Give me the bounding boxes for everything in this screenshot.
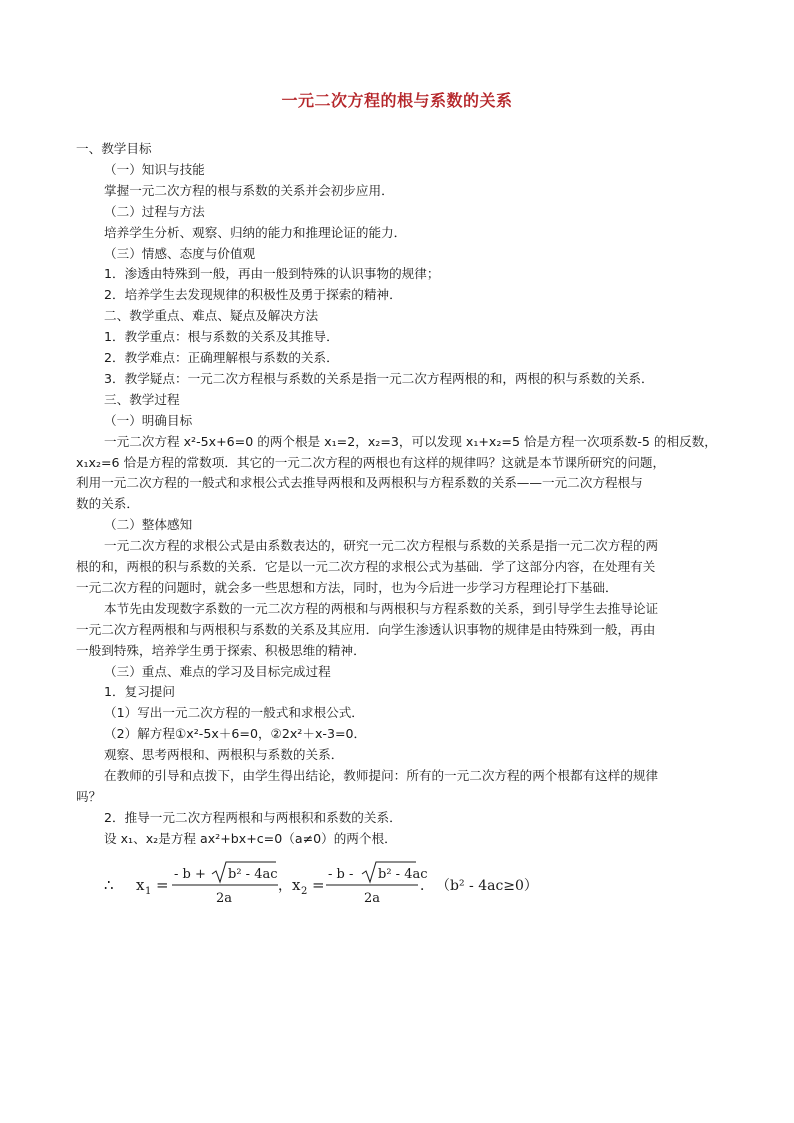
text-line: （二）整体感知 — [104, 517, 193, 533]
x1-subscript: 1 — [145, 886, 152, 897]
x2-equals: = — [312, 876, 325, 894]
page-title: 一元二次方程的根与系数的关系 — [281, 91, 513, 110]
text-line: 一元二次方程两根和与两根积与系数的关系及其应用．向学生渗透认识事物的规律是由特殊到一般，再由 — [76, 621, 656, 637]
text-line: （二）过程与方法 — [104, 203, 205, 219]
text-line: 掌握一元二次方程的根与系数的关系并会初步应用． — [104, 182, 394, 198]
root-formula — [100, 854, 740, 914]
x1-numerator-lead: - b + — [174, 867, 206, 882]
x2-numerator-lead: - b - — [328, 867, 354, 882]
x2-denominator: 2a — [364, 891, 381, 906]
text-line: 二、教学重点、难点、疑点及解决方法 — [104, 308, 319, 324]
text-line: 2．教学难点：正确理解根与系数的关系． — [104, 350, 339, 365]
text-line: 3．教学疑点：一元二次方程根与系数的关系是指一元二次方程两根的和，两根的积与系数的关系． — [104, 370, 654, 386]
text-line: 一元二次方程的求根公式是由系数表达的，研究一元二次方程根与系数的关系是指一元二次方程的两 — [104, 538, 659, 554]
x2-radicand: b² - 4ac — [378, 867, 428, 882]
text-line: 观察、思考两根和、两根积与系数的关系． — [104, 747, 344, 763]
text-line: （三）情感、态度与价值观 — [104, 245, 256, 261]
text-line: （1）写出一元二次方程的一般式和求根公式． — [104, 705, 364, 721]
formula-period: ． — [420, 878, 434, 894]
text-line: （一）明确目标 — [104, 412, 193, 428]
formula-svg — [100, 854, 740, 914]
x1-equals: = — [156, 876, 169, 894]
text-line: 培养学生分析、观察、归纳的能力和推理论证的能力． — [104, 224, 407, 240]
x1-lhs: x — [136, 876, 145, 894]
text-line: 本节先由发现数字系数的一元二次方程的两根和与两根积与方程系数的关系，到引导学生去推导论证 — [104, 600, 659, 616]
text-line: 三、教学过程 — [104, 391, 180, 407]
text-line: 2．推导一元二次方程两根和与两根积和系数的关系． — [104, 809, 402, 825]
text-line: 2．培养学生去发现规律的积极性及勇于探索的精神． — [104, 287, 402, 303]
text-line: 一、教学目标 — [76, 141, 152, 156]
text-line: 一般到特殊，培养学生勇于探索、积极思维的精神． — [76, 642, 366, 658]
text-line: 一元二次方程 x²-5x+6=0 的两个根是 x₁=2，x₂=3，可以发现 x₁+x₂=5 恰是方程一次项系数-5 的相反数， — [104, 433, 717, 449]
text-line: 吗？ — [76, 788, 102, 804]
text-line: 1．教学重点：根与系数的关系及其推导． — [104, 329, 339, 345]
text-line: （三）重点、难点的学习及目标完成过程 — [104, 663, 331, 679]
x1-radicand: b² - 4ac — [228, 867, 278, 882]
formula-comma: ， — [278, 878, 292, 894]
text-line: （一）知识与技能 — [104, 161, 205, 177]
therefore-symbol: ∴ — [104, 876, 114, 894]
text-line: 1．渗透由特殊到一般，再由一般到特殊的认识事物的规律； — [104, 266, 440, 282]
text-line: x₁x₂=6 恰是方程的常数项．其它的一元二次方程的两根也有这样的规律吗？这就是本节课所研究的问题， — [76, 454, 666, 470]
discriminant-condition: （b² - 4ac≥0） — [436, 878, 538, 894]
text-line: 设 x₁、x₂是方程 ax²+bx+c=0（a≠0）的两个根． — [104, 830, 397, 846]
x2-subscript: 2 — [301, 886, 308, 897]
x2-lhs: x — [292, 876, 301, 894]
x1-denominator: 2a — [216, 891, 233, 906]
text-line: 在教师的引导和点拨下，由学生得出结论，教师提问：所有的一元二次方程的两个根都有这样的规律 — [104, 768, 659, 783]
text-line: 1．复习提问 — [104, 684, 175, 700]
text-line: （2）解方程①x²-5x＋6=0，②2x²＋x-3=0． — [104, 726, 367, 742]
text-line: 一元二次方程的问题时，就会多一些思想和方法，同时，也为今后进一步学习方程理论打下基础． — [76, 579, 618, 595]
text-line: 利用一元二次方程的一般式和求根公式去推导两根和及两根积与方程系数的关系——一元二次方程根与 — [76, 475, 643, 491]
text-line: 根的和，两根的积与系数的关系．它是以一元二次方程的求根公式为基础．学了这部分内容，在处理有关 — [76, 559, 656, 574]
text-line: 数的关系． — [76, 496, 139, 512]
